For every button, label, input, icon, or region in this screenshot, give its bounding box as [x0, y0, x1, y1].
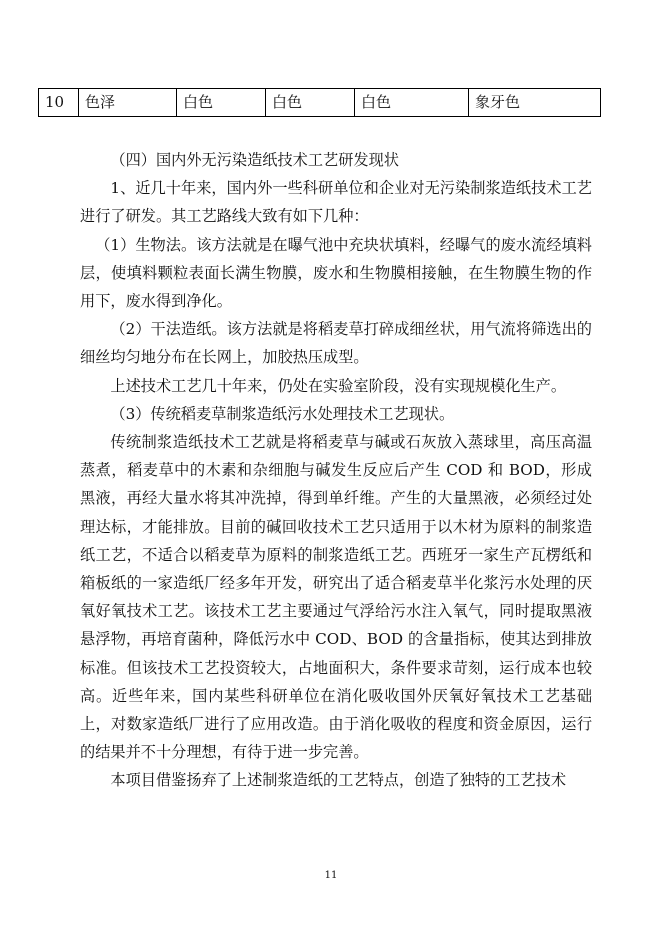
page-number: 11 [324, 870, 338, 881]
row-number: 10 [39, 89, 79, 117]
row-item: 色泽 [79, 89, 177, 117]
paragraph-summary: 上述技术工艺几十年来，仍处在实验室阶段，没有实现规模化生产。 [110, 376, 567, 395]
table-row [39, 89, 601, 117]
paragraph-method-2: （2）干法造纸。该方法就是将稻麦草打碎成细丝状，用气流将筛选出的细丝均匀地分布在长网上，加胶热压成型。 [80, 320, 592, 367]
paragraph-project: 本项目借鉴扬弃了上述制浆造纸的工艺特点，创造了独特的工艺技术 [110, 771, 567, 790]
paragraph-intro: 1、近几十年来，国内外一些科研单位和企业对无污染制浆造纸技术工艺进行了研发。其工艺路线大致有如下几种： [80, 179, 592, 226]
row-value-4: 象牙色 [469, 89, 601, 117]
paragraph-method-1: （1）生物法。该方法就是在曝气池中充块状填料，经曝气的废水流经填料层，使填料颗粒表面长满生物膜，废水和生物膜相接触，在生物膜生物的作用下，废水得到净化。 [80, 235, 592, 311]
paragraph-traditional: 传统制浆造纸技术工艺就是将稻麦草与碱或石灰放入蒸球里，高压高温蒸煮，稻麦草中的木素和杂细胞与碱发生反应后产生 COD 和 BOD，形成黑液，再经大量水将其冲洗掉，得到单纤维。产生的大量黑液，必须经过处理达标，才能排放。目前的碱回收技术工艺只适用于以木材为原料的制浆造纸工艺，不适合以稻麦草为原料的制浆造纸工艺。西班牙一家生产瓦楞纸和箱板纸的一家造纸厂经多年开发，研究出了适合稻麦草半化浆污水处理的厌氧好氧技术工艺。该技术工艺主要通过气浮给污水注入氧气，同时提取黑液悬浮物，再培育菌种，降低污水中 COD、BOD 的含量指标，使其达到排放标准。但该技术工艺投资较大，占地面积大，条件要求苛刻，运行成本也较高。近些年来，国内某些科研单位在消化吸收国外厌氧好氧技术工艺基础上，对数家造纸厂进行了应用改造。由于消化吸收的程度和资金原因，运行的结果并不十分理想，有待于进一步完善。 [80, 433, 592, 762]
body-text [80, 146, 592, 795]
section-heading: （四）国内外无污染造纸技术工艺研发现状 [110, 151, 399, 169]
spec-table [38, 88, 601, 117]
row-value-1: 白色 [177, 89, 266, 117]
row-value-3: 白色 [355, 89, 469, 117]
row-value-2: 白色 [266, 89, 355, 117]
paragraph-method-3: （3）传统稻麦草制浆造纸污水处理技术工艺现状。 [110, 404, 455, 423]
